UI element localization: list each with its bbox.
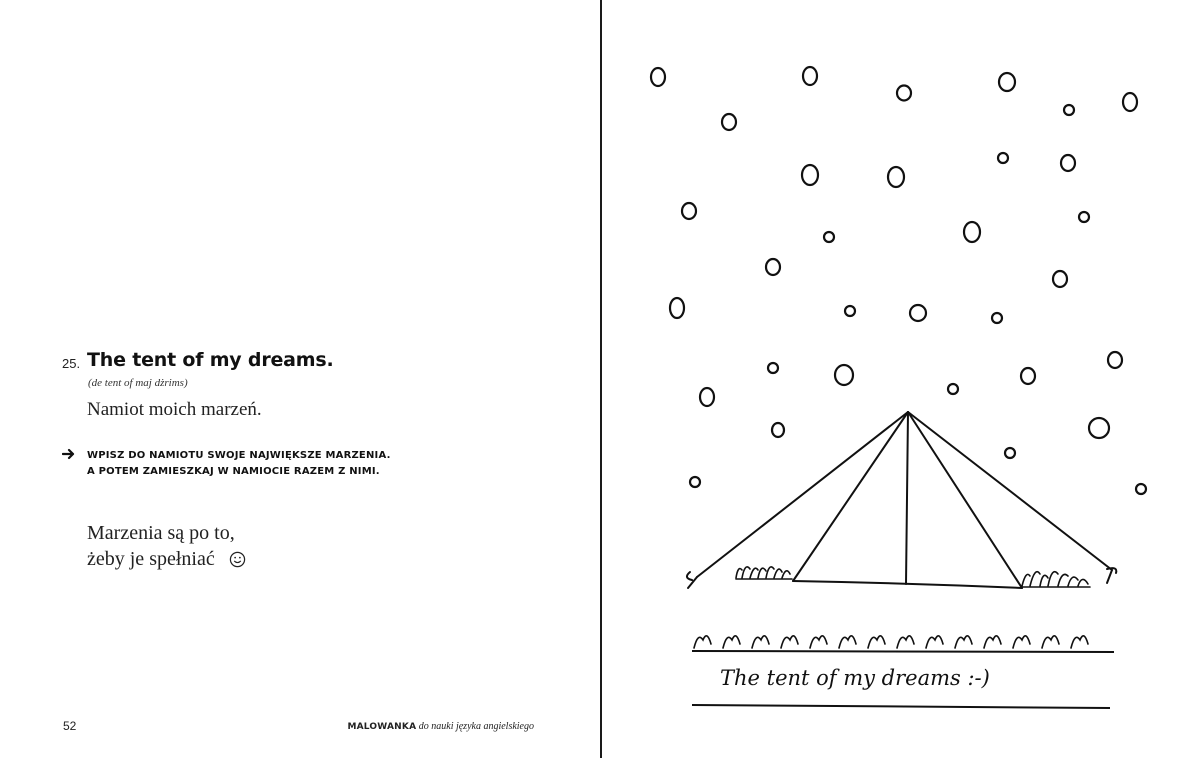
right-page [602,0,1200,758]
border-line-upper [692,651,1114,652]
pronunciation-hint: (de tent of maj dżrims) [88,377,188,389]
handwritten-caption: The tent of my dreams :-) [720,666,990,690]
tent-seam [793,412,908,581]
snow-dot [682,203,696,219]
instruction-line: WPISZ DO NAMIOTU SWOJE NAJWIĘKSZE MARZENIA. [87,450,391,461]
snow-dot [999,73,1015,91]
snow-dot [1021,368,1035,384]
tent-floor [793,581,1022,588]
snow-dot [992,313,1002,323]
snow-dot [1123,93,1137,111]
snow-dot [1089,418,1109,438]
snow-dot [1005,448,1015,458]
snow-dot [690,477,700,487]
footer-book-title [347,721,534,732]
snowflakes [651,67,1146,494]
tent-pole-right [908,412,1112,570]
snow-dot [803,67,817,85]
arrow-right-icon [62,448,76,460]
tent-seam [906,412,908,584]
snow-dot [1061,155,1075,171]
footer-subtitle: do nauki języka angielskiego [418,721,534,732]
snow-dot [1108,352,1122,368]
snow-dot [845,306,855,316]
tent-peg [687,572,697,588]
snow-dot [722,114,736,130]
exercise-number: 25. [62,356,81,371]
snow-dot [888,167,904,187]
smiley-face-icon [229,551,246,568]
snow-dot [700,388,714,406]
snow-dot [772,423,784,437]
tent-pole-left [697,412,908,577]
snow-dot [897,86,911,101]
snow-dot [964,222,980,242]
coloring-illustration [602,0,1200,758]
snow-dot [910,305,926,321]
tent-seam [908,412,1022,588]
exercise-title: The tent of my dreams. [87,349,334,371]
page-number: 52 [63,719,77,733]
snow-dot [766,259,780,275]
tent-peg [1107,568,1116,583]
quote-line: żeby je spełniać [87,548,215,570]
snow-dot [651,68,665,86]
tent [687,412,1116,588]
snow-dot [768,363,778,373]
snow-dot [824,232,834,242]
snow-dot [998,153,1008,163]
snow-dot [1079,212,1089,222]
snow-dot [948,384,958,394]
instruction-line: A POTEM ZAMIESZKAJ W NAMIOCIE RAZEM Z NIMI. [87,466,380,477]
border-line-lower [692,705,1110,708]
snow-dot [835,365,853,385]
snow-dot [1136,484,1146,494]
quote-line: Marzenia są po to, [87,522,235,544]
polish-translation: Namiot moich marzeń. [87,399,262,420]
footer-brand: MALOWANKA [347,722,417,732]
snow-dot [802,165,818,185]
snow-dot [1064,105,1074,115]
snow-dot [670,298,684,318]
snow-dot [1053,271,1067,287]
sprout-border [694,636,1088,648]
